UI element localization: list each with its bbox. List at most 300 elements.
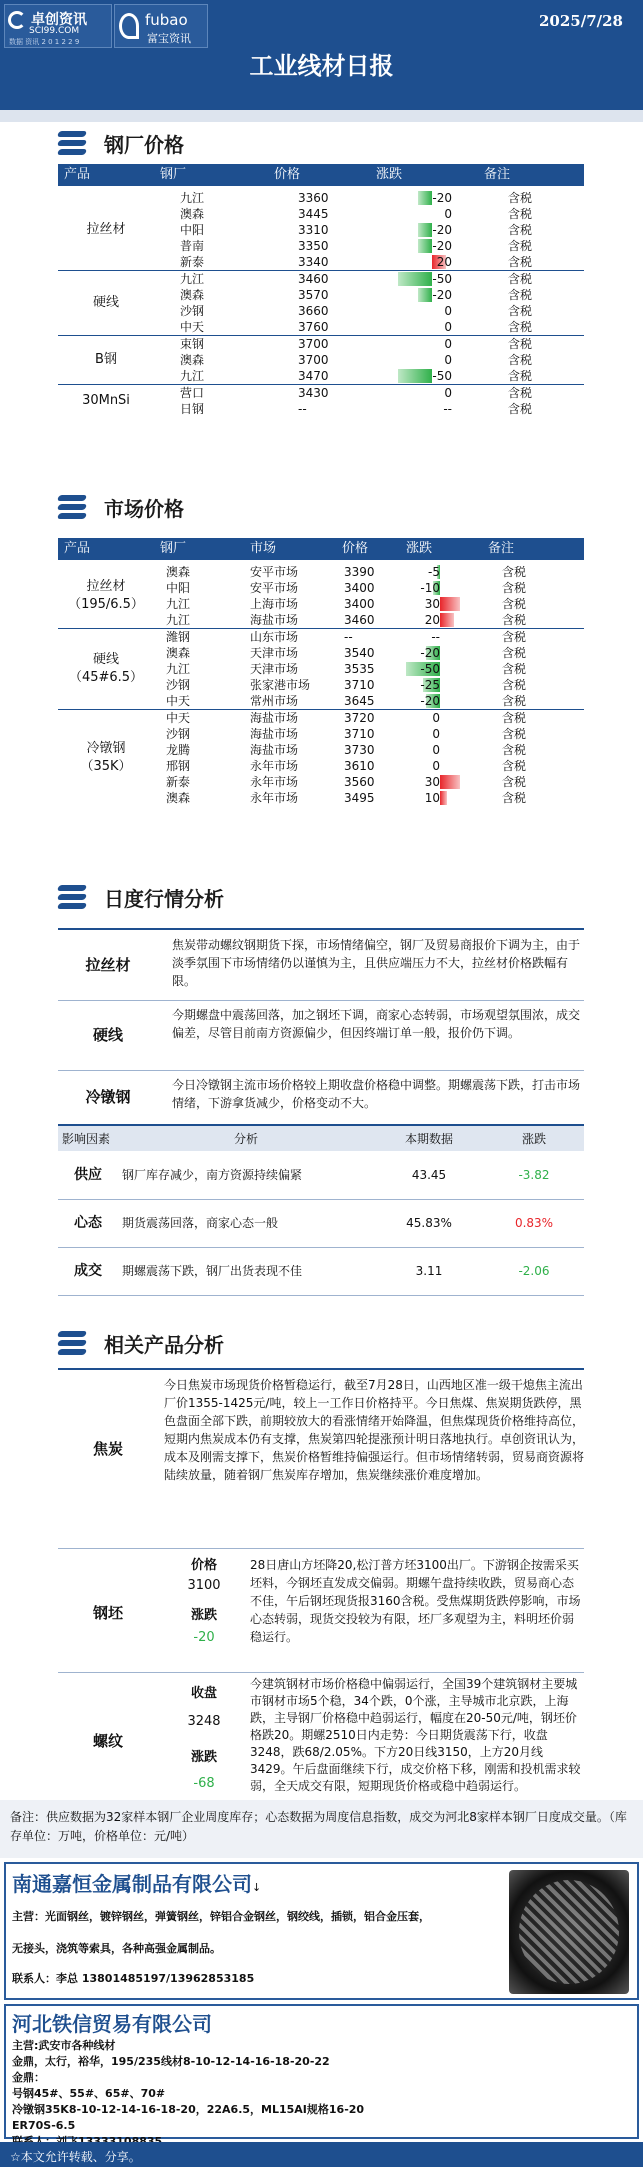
price-cell: 3390 — [344, 565, 375, 579]
price-cell: -- — [298, 402, 307, 416]
price-cell: 3540 — [344, 646, 375, 660]
related-coke — [58, 1374, 584, 1544]
product-cell — [58, 710, 154, 807]
change-value: -50 — [432, 369, 452, 383]
note-cell: 含税 — [508, 337, 533, 351]
change-cell — [400, 710, 482, 727]
change-cell — [370, 287, 478, 303]
change-cell — [400, 693, 482, 710]
column-header: 价格 — [342, 541, 369, 556]
ad-line: 金鼎，太行，裕华，195/235线材8-10-12-14-16-18-20-22 — [12, 2055, 330, 2068]
related-rebar — [58, 1676, 584, 1796]
mill-cell: 邢钢 — [166, 759, 191, 773]
price-cell: 3470 — [268, 368, 370, 385]
note-cell: 含税 — [502, 565, 527, 579]
change-value: 0 — [444, 353, 452, 367]
change-value: -20 — [420, 646, 440, 660]
column-header: 备注 — [488, 541, 515, 556]
sci99-logo-icon — [8, 11, 26, 29]
ad-line: 主营:武安市各种线材 — [12, 2039, 116, 2052]
change-cell — [400, 677, 482, 693]
change-value: 0 — [432, 727, 440, 741]
product-name: 拉丝材 — [86, 579, 126, 594]
product-spec: （45#6.5） — [68, 670, 144, 685]
product-cell — [58, 629, 154, 710]
price-cell: 3720 — [344, 711, 375, 725]
up-bar — [440, 597, 460, 611]
market-cell: 天津市场 — [250, 646, 299, 660]
mill-cell: 九江 — [180, 272, 205, 286]
note-cell: 含税 — [482, 612, 584, 629]
note-cell: 含税 — [478, 368, 584, 385]
market-cell: 安平市场 — [250, 565, 299, 579]
change-cell — [370, 206, 478, 222]
column-header: 影响因素 — [58, 1125, 118, 1151]
change-cell — [400, 580, 482, 596]
stack-icon — [58, 495, 88, 519]
change-cell — [400, 645, 482, 661]
price-cell: 3400 — [344, 597, 375, 611]
table-row — [58, 336, 584, 353]
analysis-text: 焦炭带动螺纹钢期货下探，市场情绪偏空，钢厂及贸易商报价下调为主，由于淡季氛围下市场情绪仍以谨慎为主，且供应端压力不大，拉丝材价格跌幅有限。 — [172, 938, 581, 988]
down-bar — [418, 223, 432, 237]
section-title: 钢厂价格 — [104, 132, 184, 157]
product-cell: 拉丝材 — [58, 190, 154, 271]
down-bar — [398, 369, 432, 383]
fubao-logo-name: fubao — [145, 11, 188, 29]
sci99-logo-tag: 数据 资讯 2 0 1 2 2 9 — [9, 38, 80, 46]
note-cell: 含税 — [502, 727, 527, 741]
report-date: 2025/7/28 — [538, 12, 623, 30]
change-value: -20 — [193, 1630, 215, 1645]
header-underbar — [0, 110, 643, 122]
factor-row — [58, 1199, 584, 1247]
related-label: 钢坯 — [92, 1604, 123, 1622]
mill-cell: 沙钢 — [180, 304, 205, 318]
product-name: 冷镦钢 — [86, 741, 126, 756]
mill-cell: 沙钢 — [166, 678, 191, 692]
up-bar — [440, 791, 447, 805]
ad-mark: ↓ — [252, 1881, 262, 1894]
note-cell: 含税 — [508, 239, 533, 253]
change-cell — [370, 319, 478, 336]
price-cell: 3495 — [344, 791, 375, 805]
change-cell — [400, 629, 482, 646]
product-spec: （35K） — [80, 759, 132, 774]
column-header: 钢厂 — [160, 541, 187, 556]
analysis-text: 今日冷镦钢主流市场价格较上期收盘价格稳中调整。期螺震荡下跌，打击市场情绪，下游拿货减少，价格变动不大。 — [172, 1078, 581, 1110]
price-cell: 3360 — [298, 191, 329, 205]
factor-table-grid — [58, 1124, 584, 1296]
table-row — [58, 190, 584, 206]
note-cell: 含税 — [502, 678, 527, 692]
change-value: 0 — [432, 711, 440, 725]
factor-row — [58, 1247, 584, 1295]
analysis-label: 冷镦钢 — [85, 1088, 131, 1106]
change-cell — [400, 726, 482, 742]
sci99-logo-site: SCI99.COM — [29, 26, 80, 36]
ad-company-name: 南通嘉恒金属制品有限公司 — [12, 1872, 252, 1896]
factor-analysis: 期货震荡回落，商家心态一般 — [118, 1199, 374, 1247]
price-cell: 3460 — [336, 612, 400, 629]
change-value: -- — [443, 402, 452, 416]
note-cell: 含税 — [502, 759, 527, 773]
product-cell: B钢 — [58, 336, 154, 385]
sci99-logo-name: 卓创资讯 — [31, 12, 87, 28]
change-cell — [370, 303, 478, 319]
note-cell: 含税 — [508, 386, 533, 400]
price-label: 价格 — [190, 1558, 217, 1573]
note-cell: 含税 — [478, 319, 584, 336]
market-cell: 海盐市场 — [244, 612, 336, 629]
change-cell — [370, 336, 478, 353]
mill-cell: 九江 — [154, 612, 244, 629]
down-bar — [398, 272, 432, 286]
report-header — [0, 0, 643, 110]
market-table — [58, 538, 584, 806]
change-value: 0 — [444, 207, 452, 221]
change-cell — [370, 368, 478, 385]
note-cell: 含税 — [502, 646, 527, 660]
price-cell: 3570 — [298, 288, 329, 302]
note-cell: 含税 — [508, 191, 533, 205]
mill-cell: 营口 — [180, 386, 205, 400]
analysis-text: 今期螺盘中震荡回落，加之钢坯下调，商家心态转弱，市场观望氛围浓，成交偏差，尽管目前南方资源偏少，但因终端订单一般，报价仍下调。 — [172, 1008, 581, 1040]
change-value: 30 — [424, 597, 440, 611]
close-value: 3248 — [187, 1714, 221, 1729]
change-value: -20 — [432, 288, 452, 302]
market-cell: 常州市场 — [244, 693, 336, 710]
mill-cell: 澳森 — [180, 207, 205, 221]
change-value: 0 — [444, 386, 452, 400]
section-mill-price — [58, 128, 184, 158]
table-header — [58, 1125, 584, 1151]
change-cell — [370, 352, 478, 368]
column-header: 市场 — [250, 541, 277, 556]
mill-cell: 束钢 — [180, 337, 205, 351]
price-cell: 3560 — [344, 775, 375, 789]
change-value: -20 — [432, 239, 452, 253]
mill-cell: 新泰 — [154, 254, 268, 271]
column-header: 分析 — [118, 1125, 374, 1151]
mill-cell: 中天 — [154, 693, 244, 710]
factor-data: 3.11 — [374, 1247, 484, 1295]
change-value: 20 — [424, 613, 440, 627]
market-cell: 永年市场 — [250, 791, 299, 805]
analysis-row-cold-heading — [58, 1076, 584, 1120]
change-value: 20 — [436, 255, 452, 269]
market-cell: 海盐市场 — [250, 727, 299, 741]
market-cell: 上海市场 — [250, 597, 299, 611]
ad-contact: 联系人：李总 13801485197/13962853185 — [12, 1972, 255, 1985]
price-cell: 3400 — [344, 581, 375, 595]
ad-lines — [12, 2038, 612, 2150]
change-value: -50 — [432, 272, 452, 286]
table-row — [58, 629, 584, 646]
ad-business-more: 无接头，浇筑等索具，各种高强金属制品。 — [12, 1942, 221, 1955]
change-cell — [370, 254, 478, 271]
section-title: 相关产品分析 — [104, 1332, 224, 1357]
mill-cell: 中阳 — [166, 581, 191, 595]
column-header: 产品 — [64, 167, 91, 182]
related-text: 28日唐山方坯降20,松汀普方坯3100出厂。下游钢企按需采买坯料，今钢坯直发成交偏弱。期螺午盘持续收跌，贸易商心态不佳，午后钢坯现货报3160含税。受焦煤期货跌停影响，市场心态转弱，现货交投较为有限，坯厂多观望为主，料明坯价弱稳运行。 — [250, 1558, 581, 1644]
mill-cell: 普南 — [180, 239, 205, 253]
price-cell: 3535 — [344, 662, 375, 676]
price-cell: 3710 — [344, 727, 375, 741]
change-value: 0 — [444, 304, 452, 318]
up-bar — [440, 613, 454, 627]
factor-analysis: 钢厂库存减少，南方资源持续偏紧 — [118, 1151, 374, 1199]
mill-cell: 中天 — [154, 319, 268, 336]
note-cell: 含税 — [482, 693, 584, 710]
factor-row — [58, 1151, 584, 1199]
change-value: 30 — [424, 775, 440, 789]
factor-change: -2.06 — [484, 1247, 584, 1295]
related-text: 今日焦炭市场现货价格暂稳运行，截至7月28日，山西地区准一级干熄焦主流出厂价1355-1425元/吨，较上一工作日价格持平。今日焦煤、焦炭期货跌停，黑色盘面全部下跌，前期较放大的看涨情绪开始降温，但焦煤现货价格维持高位，短期内焦炭成本仍有支撑，焦炭第四轮提涨预计明日落地执行。卓创资讯认为，成本及刚需支撑下，焦炭价格暂维持偏强运行。但市场情绪转弱，贸易商资源将陆续放量，随着钢厂焦炭库存增加，焦炭继续涨价难度增加。 — [164, 1378, 585, 1482]
price-cell: 3340 — [268, 254, 370, 271]
change-value: -68 — [193, 1776, 215, 1791]
ad-hebei-tiexin — [4, 2004, 639, 2139]
price-value: 3100 — [187, 1578, 221, 1593]
close-label: 收盘 — [190, 1686, 217, 1701]
note-cell: 含税 — [508, 304, 533, 318]
mill-cell: 九江 — [180, 191, 205, 205]
footer: ☆本文允许转载、分享。 — [0, 2142, 643, 2167]
analysis-label: 硬线 — [92, 1026, 123, 1044]
price-cell: -- — [344, 630, 353, 644]
mill-cell: 潍钢 — [166, 630, 191, 644]
column-header: 本期数据 — [374, 1125, 484, 1151]
table-row — [58, 564, 584, 580]
table-row — [58, 385, 584, 402]
mill-cell: 澳森 — [180, 288, 205, 302]
column-header: 涨跌 — [484, 1125, 584, 1151]
footnote: 备注：供应数据为32家样本钢厂企业周度库存；心态数据为周度信息指数，成交为河北8家样本钢厂日度成交量。（库存单位：万吨，价格单位：元/吨） — [0, 1800, 643, 1858]
mill-cell: 九江 — [166, 597, 191, 611]
divider — [58, 1548, 584, 1549]
change-value: -50 — [420, 662, 440, 676]
market-cell: 海盐市场 — [250, 743, 299, 757]
change-cell — [370, 238, 478, 254]
factor-change: 0.83% — [484, 1199, 584, 1247]
ad-nantong-jiaheng — [4, 1862, 639, 2000]
stack-icon — [58, 885, 88, 909]
mill-cell: 澳森 — [166, 791, 191, 805]
price-cell: 3700 — [298, 337, 329, 351]
table-header — [58, 164, 584, 186]
note-cell: 含税 — [502, 775, 527, 789]
fubao-logo-cn: 富宝资讯 — [147, 32, 191, 45]
mill-cell: 龙腾 — [166, 743, 191, 757]
market-cell: 天津市场 — [250, 662, 299, 676]
change-cell — [400, 758, 482, 774]
ad-line: 金鼎： — [12, 2071, 45, 2084]
change-cell — [400, 596, 482, 612]
note-cell: 含税 — [508, 272, 533, 286]
price-cell: 3310 — [298, 223, 329, 237]
note-cell: 含税 — [508, 402, 533, 416]
factor-name: 心态 — [58, 1199, 118, 1247]
mill-cell: 中天 — [166, 711, 191, 725]
change-value: -20 — [420, 694, 440, 708]
ad-business: 主营：光面钢丝，镀锌钢丝，弹簧钢丝，锌铝合金钢丝，钢绞线，插锁，铝合金压套， — [12, 1910, 430, 1923]
note-cell: 含税 — [508, 288, 533, 302]
factor-name: 成交 — [58, 1247, 118, 1295]
price-cell: 3610 — [344, 759, 375, 773]
change-cell — [370, 271, 478, 288]
product-name: 硬线 — [92, 652, 119, 667]
change-value: -20 — [432, 191, 452, 205]
mill-cell: 新泰 — [166, 775, 191, 789]
change-value: 10 — [424, 791, 440, 805]
change-cell — [370, 222, 478, 238]
table-row — [58, 271, 584, 288]
fubao-logo-icon — [119, 13, 139, 39]
related-label: 螺纹 — [92, 1732, 123, 1750]
mill-cell: 九江 — [154, 368, 268, 385]
change-cell — [400, 742, 482, 758]
market-cell: 永年市场 — [250, 775, 299, 789]
factor-change: -3.82 — [484, 1151, 584, 1199]
note-cell: 含税 — [502, 597, 527, 611]
report-title: 工业线材日报 — [249, 52, 394, 80]
mill-table — [58, 164, 584, 417]
change-value: -10 — [420, 581, 440, 595]
section-market-price — [58, 492, 184, 522]
market-cell: 张家港市场 — [250, 678, 311, 692]
column-header: 备注 — [484, 167, 511, 182]
change-value: -20 — [432, 223, 452, 237]
column-header: 价格 — [274, 167, 301, 182]
ad-line: ER70S-6.5 — [12, 2119, 76, 2132]
price-cell: 3760 — [268, 319, 370, 336]
note-cell: 含税 — [478, 254, 584, 271]
column-header: 涨跌 — [406, 541, 433, 556]
market-cell: 永年市场 — [250, 759, 299, 773]
table-header — [58, 538, 584, 560]
product-cell — [58, 564, 154, 629]
note-cell: 含税 — [508, 223, 533, 237]
column-header: 产品 — [64, 541, 91, 556]
factor-data: 43.45 — [374, 1151, 484, 1199]
note-cell: 含税 — [508, 207, 533, 221]
factor-data: 45.83% — [374, 1199, 484, 1247]
analysis-row-hard-wire — [58, 1006, 584, 1066]
price-cell: 3660 — [298, 304, 329, 318]
change-value: -25 — [420, 678, 440, 692]
divider — [58, 1368, 584, 1370]
ad-company-name: 河北铁信贸易有限公司 — [12, 2012, 212, 2036]
mill-cell: 日钢 — [180, 402, 205, 416]
factor-name: 供应 — [58, 1151, 118, 1199]
change-value: -5 — [428, 565, 440, 579]
change-cell — [370, 401, 478, 417]
section-related — [58, 1328, 224, 1358]
price-cell: 3710 — [344, 678, 375, 692]
price-cell: 3445 — [298, 207, 329, 221]
analysis-row-wire-rod — [58, 936, 584, 996]
wire-rope-image — [509, 1870, 629, 1994]
change-value: 0 — [444, 320, 452, 334]
related-text: 今建筑钢材市场价格稳中偏弱运行，全国39个建筑钢材主要城市钢材市场5个稳，34个跌，0个涨，主导城市北京跌，上海跌，主导钢厂价格稳中趋弱运行，幅度在20-50元/吨，钢坯价格跌20。期螺2510日内走势：今日期货震荡下行，收盘3248，跌68/2.05%。下方20日线3150，上方20月线3429。午后盘面继续下行，成交价格下移，刚需和投机需求较弱，全天成交有限，短期现货价格或稳中趋弱运行。 — [250, 1677, 581, 1793]
note-cell: 含税 — [502, 791, 527, 805]
down-bar — [418, 191, 432, 205]
change-cell — [400, 612, 482, 629]
down-bar — [418, 239, 432, 253]
note-cell: 含税 — [502, 581, 527, 595]
price-cell: 3700 — [298, 353, 329, 367]
change-cell — [370, 385, 478, 402]
note-cell: 含税 — [508, 353, 533, 367]
note-cell: 含税 — [502, 743, 527, 757]
sci99-logo — [4, 4, 112, 48]
change-label: 涨跌 — [190, 1750, 217, 1765]
change-value: 0 — [432, 743, 440, 757]
mill-cell: 九江 — [166, 662, 191, 676]
divider — [58, 1672, 584, 1673]
table-row — [58, 710, 584, 727]
market-cell: 山东市场 — [250, 630, 299, 644]
change-cell — [400, 661, 482, 677]
fubao-logo — [114, 4, 208, 48]
ad-line: 号钢45#、55#、65#、70# — [12, 2087, 166, 2100]
change-value: -- — [431, 630, 440, 644]
divider — [58, 928, 584, 930]
price-cell: 3730 — [344, 743, 375, 757]
mill-cell: 澳森 — [166, 646, 191, 660]
market-cell: 安平市场 — [250, 581, 299, 595]
column-header: 钢厂 — [160, 167, 187, 182]
price-cell: 3350 — [298, 239, 329, 253]
change-label: 涨跌 — [190, 1608, 217, 1623]
related-label: 焦炭 — [92, 1440, 123, 1458]
down-bar — [418, 288, 432, 302]
product-spec: （195/6.5） — [68, 597, 144, 612]
change-cell — [400, 564, 482, 580]
product-cell: 30MnSi — [82, 393, 130, 408]
factor-analysis: 期螺震荡下跌，钢厂出货表现不佳 — [118, 1247, 374, 1295]
mill-cell: 沙钢 — [166, 727, 191, 741]
divider — [58, 1000, 584, 1001]
related-billet — [58, 1552, 584, 1668]
note-cell: 含税 — [502, 711, 527, 725]
analysis-label: 拉丝材 — [85, 956, 131, 974]
price-cell: 3645 — [336, 693, 400, 710]
section-daily-analysis — [58, 882, 224, 912]
up-bar — [440, 775, 460, 789]
price-cell: 3430 — [298, 386, 329, 400]
market-cell: 海盐市场 — [250, 711, 299, 725]
change-value: 0 — [444, 337, 452, 351]
price-cell: 3460 — [298, 272, 329, 286]
section-title: 市场价格 — [104, 496, 184, 521]
change-cell — [400, 790, 482, 806]
change-cell — [370, 190, 478, 206]
change-value: 0 — [432, 759, 440, 773]
stack-icon — [58, 131, 88, 155]
section-title: 日度行情分析 — [104, 886, 224, 911]
mill-cell: 澳森 — [180, 353, 205, 367]
stack-icon — [58, 1331, 88, 1355]
note-cell: 含税 — [502, 630, 527, 644]
column-header: 涨跌 — [376, 167, 403, 182]
note-cell: 含税 — [502, 662, 527, 676]
ad-line: 冷镦钢35K8-10-12-14-16-18-20，22A6.5，ML15AI规格16-20 — [12, 2103, 365, 2116]
change-cell — [400, 774, 482, 790]
product-cell: 硬线 — [58, 271, 154, 336]
mill-cell: 澳森 — [166, 565, 191, 579]
mill-cell: 中阳 — [180, 223, 205, 237]
